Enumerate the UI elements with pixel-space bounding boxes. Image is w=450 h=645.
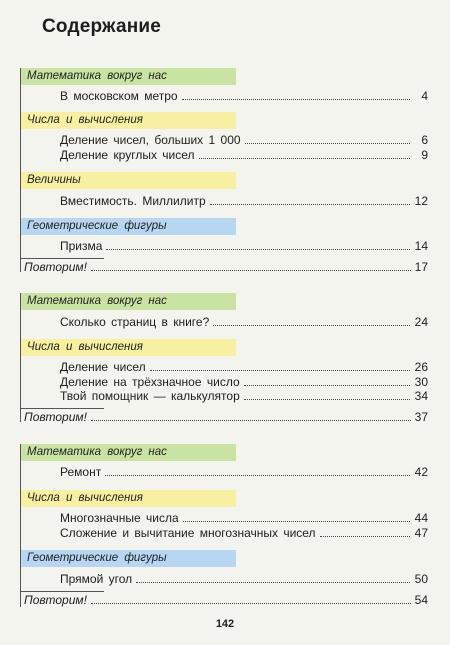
dot-leader (182, 99, 410, 100)
toc-entry[interactable] (60, 133, 428, 147)
section-1-heading-math-around: Математика вокруг нас (21, 68, 236, 85)
entry-title: Многозначные числа (60, 511, 179, 525)
entry-page: 6 (421, 133, 428, 147)
entry-page: 24 (414, 315, 428, 329)
entry-page: 14 (414, 239, 428, 253)
dot-leader (320, 536, 410, 537)
dot-leader (245, 143, 410, 144)
entry-title: В московском метро (60, 89, 178, 103)
dot-leader (199, 158, 410, 159)
toc-entry[interactable] (60, 360, 428, 374)
toc-entry[interactable] (60, 511, 428, 525)
dot-leader (244, 399, 410, 400)
entry-page: 26 (414, 360, 428, 374)
entry-page: 42 (414, 465, 428, 479)
section-3-heading-numbers: Числа и вычисления (21, 490, 236, 507)
dot-leader (210, 204, 410, 205)
page-title: Содержание (42, 16, 162, 37)
entry-page: 30 (414, 375, 428, 389)
toc-entry[interactable] (60, 389, 428, 403)
entry-page: 50 (414, 572, 428, 586)
review-entry[interactable] (24, 410, 428, 424)
dot-leader (150, 370, 410, 371)
dot-leader (213, 325, 410, 326)
section-1-review-rule (20, 258, 104, 259)
entry-title: Призма (60, 239, 103, 253)
review-title: Повторим! (24, 410, 87, 424)
entry-title: Прямой угол (60, 572, 133, 586)
section-1-rule (20, 68, 21, 272)
toc-entry[interactable] (60, 148, 428, 162)
section-3-heading-math-around: Математика вокруг нас (21, 444, 236, 461)
section-2-heading-numbers: Числа и вычисления (21, 339, 236, 356)
toc-entry[interactable] (60, 315, 428, 329)
review-entry[interactable] (24, 260, 428, 274)
section-2-rule (20, 293, 21, 422)
entry-page: 47 (414, 526, 428, 540)
section-3-review-rule (20, 591, 104, 592)
section-1-heading-numbers: Числа и вычисления (21, 112, 236, 129)
entry-page: 44 (414, 511, 428, 525)
toc-entry[interactable] (60, 194, 428, 208)
review-entry[interactable] (24, 593, 428, 607)
entry-title: Деление чисел, больших 1 000 (60, 133, 241, 147)
dot-leader (91, 420, 411, 421)
dot-leader (183, 521, 410, 522)
review-page: 17 (414, 260, 428, 274)
section-2-heading-math-around: Математика вокруг нас (21, 293, 236, 310)
entry-title: Вместимость. Миллилитр (60, 194, 206, 208)
dot-leader (106, 249, 410, 250)
entry-page: 34 (414, 389, 428, 403)
review-page: 37 (414, 410, 428, 424)
entry-title: Деление чисел (60, 360, 146, 374)
section-1-heading-geometry: Геометрические фигуры (21, 218, 236, 235)
dot-leader (91, 270, 411, 271)
section-3-rule (20, 444, 21, 607)
review-title: Повторим! (24, 260, 87, 274)
page-number: 142 (215, 618, 235, 630)
toc-entry[interactable] (60, 526, 428, 540)
dot-leader (136, 582, 410, 583)
toc-entry[interactable] (60, 465, 428, 479)
toc-entry[interactable] (60, 89, 428, 103)
entry-page: 9 (421, 148, 428, 162)
review-title: Повторим! (24, 593, 87, 607)
toc-entry[interactable] (60, 239, 428, 253)
entry-title: Деление круглых чисел (60, 148, 195, 162)
toc-entry[interactable] (60, 572, 428, 586)
section-3-heading-geometry: Геометрические фигуры (21, 550, 236, 567)
entry-title: Деление на трёхзначное число (60, 375, 240, 389)
section-2-review-rule (20, 408, 104, 409)
entry-title: Сколько страниц в книге? (60, 315, 210, 329)
dot-leader (91, 603, 411, 604)
entry-title: Твой помощник — калькулятор (60, 389, 240, 403)
dot-leader (105, 475, 410, 476)
toc-entry[interactable] (60, 375, 428, 389)
review-page: 54 (414, 593, 428, 607)
dot-leader (244, 385, 410, 386)
entry-page: 12 (414, 194, 428, 208)
entry-title: Сложение и вычитание многозначных чисел (60, 526, 316, 540)
entry-page: 4 (421, 89, 428, 103)
section-1-heading-quantities: Величины (21, 172, 236, 189)
entry-title: Ремонт (60, 465, 102, 479)
